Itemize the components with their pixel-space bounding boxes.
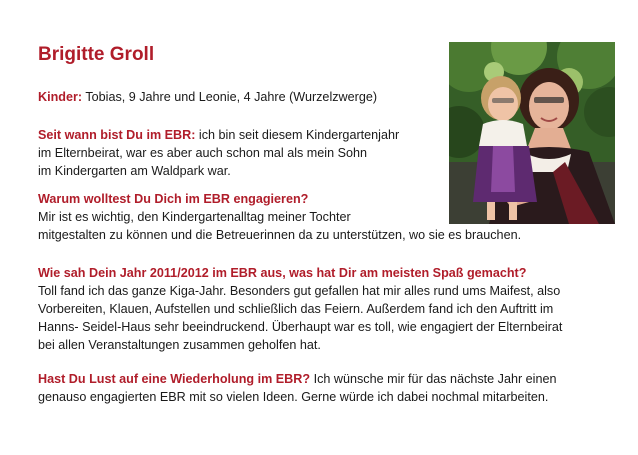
warum-answer-2: mitgestalten zu können und die Betreuerinnen da zu unterstützen, wo sie es brauchen. — [38, 228, 522, 242]
jahr-answer-1: Toll fand ich das ganze Kiga-Jahr. Besonders gut gefallen hat mir alles rund ums Maifest, also — [38, 284, 561, 298]
kinder-line — [38, 88, 377, 106]
seit-answer-3: im Kindergarten am Waldpark war. — [38, 164, 231, 178]
lust-answer-1: Ich wünsche mir für das nächste Jahr einen — [310, 372, 557, 386]
jahr-question: Wie sah Dein Jahr 2011/2012 im EBR aus, was hat Dir am meisten Spaß gemacht? — [38, 266, 527, 280]
lust-section — [38, 370, 556, 406]
jahr-section — [38, 264, 562, 354]
seit-section — [38, 126, 399, 180]
lust-answer-2: genauso engagierten EBR mit so vielen Ideen. Gerne würde ich dabei nochmal mitarbeiten. — [38, 390, 549, 404]
jahr-answer-4: bei allen Veranstaltungen zusammen geholfen hat. — [38, 338, 321, 352]
seit-line-1 — [38, 126, 399, 144]
lust-line-1 — [38, 370, 556, 388]
seit-question: Seit wann bist Du im EBR: — [38, 128, 196, 142]
kinder-section — [38, 88, 377, 106]
warum-section — [38, 190, 521, 244]
kinder-text: Tobias, 9 Jahre und Leonie, 4 Jahre (Wurzelzwerge) — [82, 90, 378, 104]
seit-answer-1: ich bin seit diesem Kindergartenjahr — [195, 128, 400, 142]
seit-answer-2: im Elternbeirat, war es aber auch schon mal als mein Sohn — [38, 146, 367, 160]
kinder-label: Kinder: — [38, 90, 83, 104]
page-title: Brigitte Groll — [38, 44, 155, 65]
warum-answer-1: Mir ist es wichtig, den Kindergartenalltag meiner Tochter — [38, 210, 351, 224]
lust-question: Hast Du Lust auf eine Wiederholung im EBR? — [38, 372, 311, 386]
warum-question: Warum wolltest Du Dich im EBR engagieren? — [38, 192, 309, 206]
jahr-answer-2: Vorbereiten, Klauen, Aufstellen und schließlich das Feiern. Außerdem fand ich den Auftritt im — [38, 302, 554, 316]
jahr-answer-3: Hanns- Seidel-Haus sehr beeindruckend. Überhaupt war es toll, wie engagiert der Elternbeirat — [38, 320, 563, 334]
